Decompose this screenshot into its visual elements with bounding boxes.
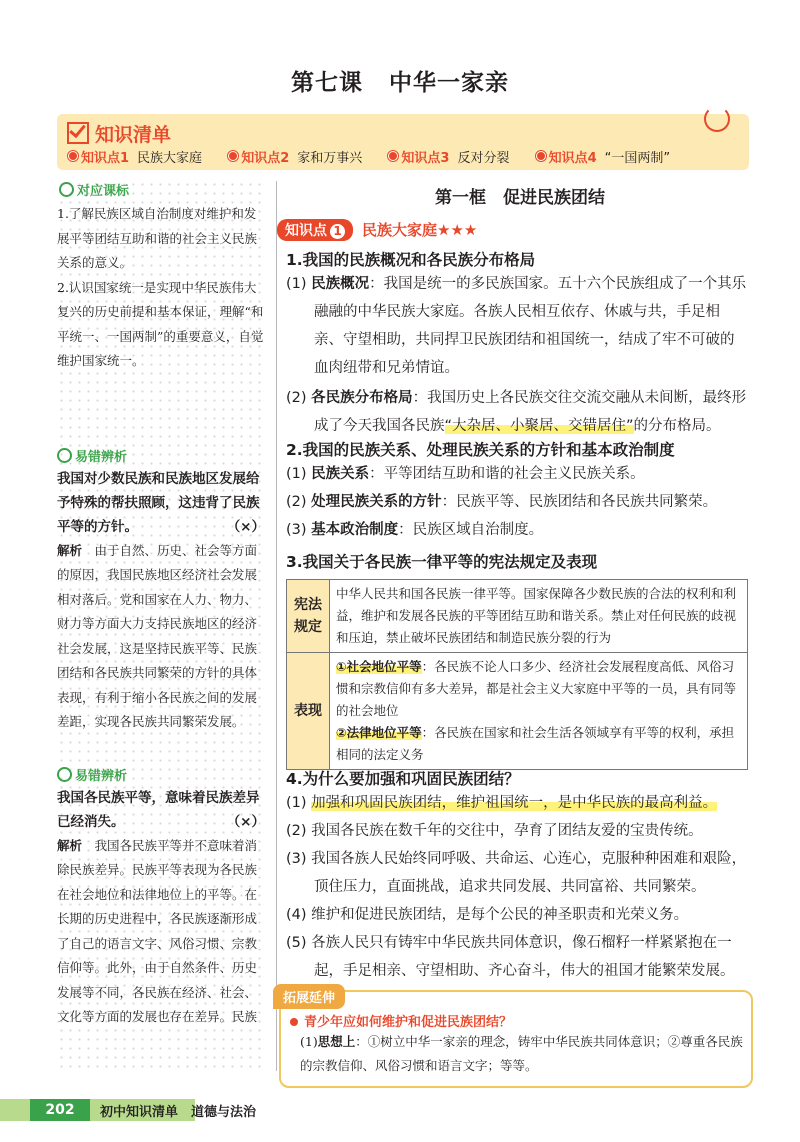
- highlight: 加强和巩固民族团结，维护祖国统一，是中华民族的最高利益。: [311, 795, 718, 811]
- paragraph-1-1: (1) 民族概况：我国是统一的多民族国家。五十六个民族组成了一个其乐融融的中华民族大家庭。各族人民相互依存、休戚与共，手足相亲、守望相助，共同捍卫民族团结和祖国统一，结成了牢不可破的血肉纽带和兄弟情谊。: [286, 276, 747, 376]
- table-cell-item: ①社会地位平等：各民族不论人口多少、经济社会发展程度高低、风俗习惯和宗教信仰有多大差异，都是社会主义大家庭中平等的一员，具有同等的社会地位: [336, 659, 737, 718]
- section-4-body: [286, 789, 748, 985]
- section-2-body: [286, 460, 748, 544]
- list-item: (1) 加强和巩固民族团结，维护祖国统一，是中华民族的最高利益。: [286, 795, 718, 811]
- knowledge-points: [68, 147, 692, 166]
- wrong-mark: （×）: [226, 518, 265, 535]
- paragraph-2-2: (2) 处理民族关系的方针：民族平等、民族团结和各民族共同繁荣。: [286, 494, 718, 510]
- bullet-icon: [290, 1018, 298, 1026]
- constitution-table: [286, 579, 748, 770]
- section-1-body: [286, 270, 748, 440]
- error-analysis-heading: 易错辨析: [57, 446, 265, 465]
- knowledge-list-title: 知识清单: [67, 119, 171, 147]
- lesson-title: [0, 64, 800, 97]
- table-header-cell: 表现: [287, 653, 330, 770]
- checkbox-icon: [67, 122, 89, 144]
- table-header-cell: 宪法规定: [287, 580, 330, 653]
- standard-item: 1.了解民族区域自治制度对维护和发展平等团结互助和谐的社会主义民族关系的意义。: [57, 206, 258, 270]
- paragraph-2-1: (1) 民族关系：平等团结互助和谐的社会主义民族关系。: [286, 466, 645, 482]
- search-icon: [57, 767, 72, 782]
- footer-title: 初中知识清单 道德与法治: [100, 1105, 257, 1120]
- extension-tag: 拓展延伸: [273, 984, 345, 1009]
- section-heading-3: 3.我国关于各民族一律平等的宪法规定及表现: [286, 553, 598, 571]
- knowledge-point-2: 知识点2 家和万事兴: [228, 151, 362, 166]
- error-question-2: 我国各民族平等，意味着民族差异已经消失。 （×）: [57, 786, 265, 834]
- table-row: [287, 580, 748, 653]
- section-heading-1: 1.我国的民族概况和各民族分布格局: [286, 251, 536, 269]
- error-question: 我国对少数民族和民族地区发展给予特殊的帮扶照顾，这违背了民族平等的方针。 （×）: [57, 467, 265, 539]
- swirl-decoration-icon: [704, 106, 730, 132]
- knowledge-point-badge: 知识点 1: [277, 219, 353, 241]
- wrong-mark: （×）: [226, 813, 265, 830]
- table-cell-item: ②法律地位平等：各民族在国家和社会生活各领域享有平等的权利，承担相同的法定义务: [336, 725, 735, 762]
- highlight: “大杂居、小聚居、交错居住”: [444, 418, 634, 434]
- page-number: 202: [30, 1099, 90, 1121]
- table-row: [287, 653, 748, 770]
- lesson-name: 中华一家亲: [389, 70, 509, 96]
- paragraph-1-2: (2) 各民族分布格局：我国历史上各民族交往交流交融从未间断，最终形成了今天我国各民族“大杂居、小聚居、交错居住”的分布格局。: [286, 390, 747, 434]
- link-icon: [59, 182, 74, 197]
- list-item: (2) 我国各民族在数千年的交往中，孕育了团结友爱的宝贵传统。: [286, 823, 703, 839]
- bullet-icon: [388, 151, 398, 161]
- standard-item: 2.认识国家统一是实现中华民族伟大复兴的历史前提和基本保证，理解“和平统一、一国两制”的重要意义，自觉维护国家统一。: [57, 279, 264, 368]
- table-cell: [330, 653, 748, 770]
- frame-title: 第一框 促进民族团结: [435, 188, 605, 208]
- standards-list: [57, 202, 265, 374]
- paragraph-2-3: (3) 基本政治制度：民族区域自治制度。: [286, 522, 544, 538]
- error-analysis-heading-2: 易错辨析: [57, 765, 265, 784]
- knowledge-point-4: 知识点4 “一国两制”: [536, 151, 671, 166]
- lesson-number: 第七课: [291, 70, 363, 96]
- list-item: (3) 我国各族人民始终同呼吸、共命运、心连心，克服种种困难和艰险，顶住压力，直面挑战，追求共同发展、共同富裕、共同繁荣。: [286, 851, 747, 895]
- extension-answer: (1)思想上：①树立中华一家亲的理念，铸牢中华民族共同体意识；②尊重各民族的宗教信仰、风俗习惯和语言文字；等等。: [300, 1034, 743, 1073]
- sidebar-notes: [57, 180, 265, 1070]
- bullet-icon: [68, 151, 78, 161]
- bullet-icon: [228, 151, 238, 161]
- search-icon: [57, 448, 72, 463]
- knowledge-point-1: 知识点1 民族大家庭: [68, 151, 202, 166]
- knowledge-point-3: 知识点3 反对分裂: [388, 151, 509, 166]
- bullet-icon: [536, 151, 546, 161]
- list-item: (4) 维护和促进民族团结，是每个公民的神圣职责和光荣义务。: [286, 907, 689, 923]
- knowledge-point-name: 民族大家庭★★★: [362, 221, 478, 239]
- list-item: (5) 各族人民只有铸牢中华民族共同体意识，像石榴籽一样紧紧抱在一起，手足相亲、守望相助、齐心奋斗，伟大的祖国才能繁荣发展。: [286, 935, 735, 979]
- section-heading-4: 4.为什么要加强和巩固民族团结？: [286, 770, 520, 788]
- table-cell: 中华人民共和国各民族一律平等。国家保障各少数民族的合法的权利和利益，维护和发展各民族的平等团结互助和谐关系。禁止对任何民族的歧视和压迫，禁止破坏民族团结和制造民族分裂的行为: [330, 580, 748, 653]
- error-explanation: 解析 由于自然、历史、社会等方面的原因，我国民族地区经济社会发展相对落后。党和国家在人力、物力、财力等方面大力支持民族地区的经济社会发展，这是坚持民族平等、民族团结和各民族共同繁荣的方针的具体表现，有利于缩小各民族之间的发展差距，实现各民族共同繁荣发展。: [57, 542, 258, 729]
- extension-question: 青少年应如何维护和促进民族团结？: [290, 1011, 512, 1030]
- column-divider: [276, 181, 277, 1071]
- standards-heading: 对应课标: [59, 180, 265, 199]
- section-heading-2: 2.我国的民族关系、处理民族关系的方针和基本政治制度: [286, 441, 675, 459]
- error-explanation-2: 解析 我国各民族平等并不意味着消除民族差异。民族平等表现为各民族在社会地位和法律地位上的平等。在长期的历史进程中，各民族逐渐形成了自己的语言文字、风俗习惯、宗教信仰等。此外，由于自然条件、历史发展等不同，各民族在经济、社会、文化等方面的发展也存在差异。民族: [57, 837, 258, 1024]
